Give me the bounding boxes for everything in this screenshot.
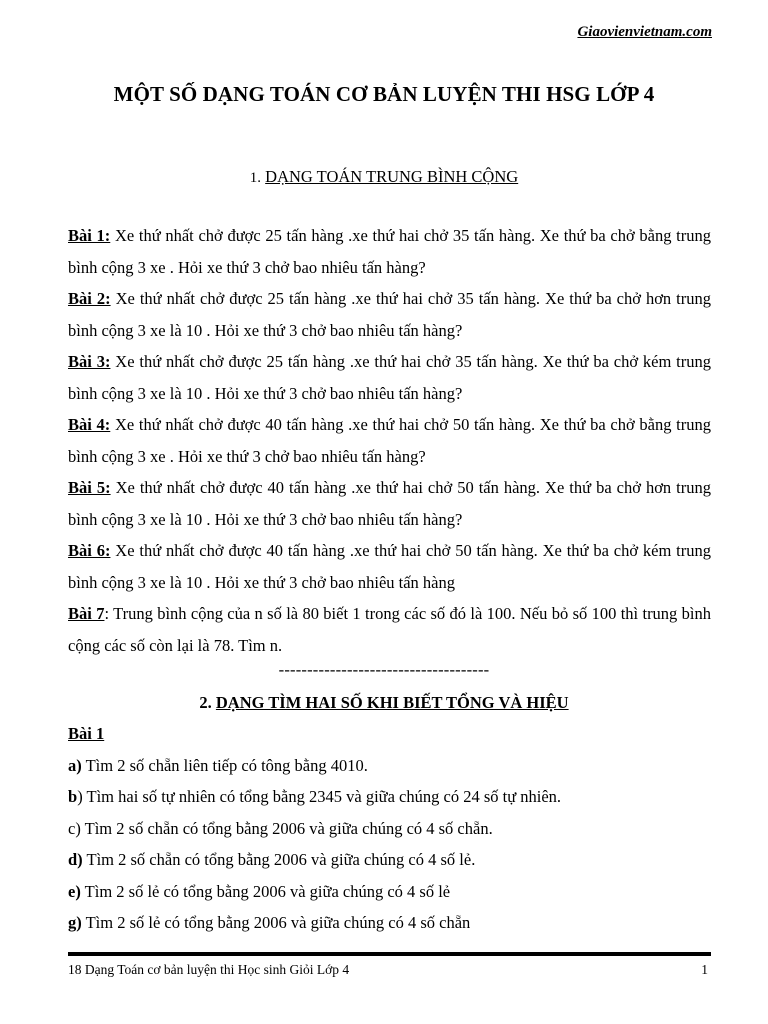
problem-text: Xe thứ nhất chở được 40 tấn hàng .xe thứ hai chở 50 tấn hàng. Xe thứ ba chở hơn trung bình cộng 3 xe là 10 . Hỏi xe thứ 3 chở bao nhiêu tấn hàng? xyxy=(68,478,711,529)
problem-text: Xe thứ nhất chở được 40 tấn hàng .xe thứ hai chở 50 tấn hàng. Xe thứ ba chở bằng trung bình cộng 3 xe . Hỏi xe thứ 3 chở bao nhiêu tấn hàng? xyxy=(68,415,711,466)
problem-label: Bài 5: xyxy=(68,478,111,497)
page-number: 1 xyxy=(701,962,708,977)
exercise-item-a xyxy=(68,750,711,782)
problem-text: Xe thứ nhất chở được 40 tấn hàng .xe thứ hai chở 50 tấn hàng. Xe thứ ba chở kém trung bình cộng 3 xe là 10 . Hỏi xe thứ 3 chở bao nhiêu tấn hàng xyxy=(68,541,712,592)
problem-text: Xe thứ nhất chở được 25 tấn hàng .xe thứ hai chở 35 tấn hàng. Xe thứ ba chở bằng trung bình cộng 3 xe . Hỏi xe thứ 3 chở bao nhiêu tấn hàng? xyxy=(68,226,711,277)
section-1-title: DẠNG TOÁN TRUNG BÌNH CỘNG xyxy=(265,167,519,186)
site-header-link[interactable]: Giaovienvietnam.com xyxy=(577,24,712,40)
section-1-problems xyxy=(68,220,711,661)
problem-7 xyxy=(68,598,711,661)
item-text: Tìm 2 số lẻ có tổng bằng 2006 và giữa chúng có 4 số chẵn xyxy=(81,913,471,932)
item-label: a) xyxy=(68,755,82,775)
problem-text: : Trung bình cộng của n số là 80 biết 1 trong các số đó là 100. Nếu bỏ số 100 thì trung bình cộng các số còn lại là 78. Tìm n. xyxy=(68,604,711,655)
problem-4 xyxy=(68,409,711,472)
section-divider: ------------------------------------- xyxy=(278,660,490,679)
problem-text: Xe thứ nhất chở được 25 tấn hàng .xe thứ hai chở 35 tấn hàng. Xe thứ ba chở hơn trung bình cộng 3 xe là 10 . Hỏi xe thứ 3 chở bao nhiêu tấn hàng? xyxy=(68,289,711,340)
item-label: g) xyxy=(68,913,82,932)
problem-label: Bài 2: xyxy=(68,289,111,308)
exercise-title: Bài 1 xyxy=(68,724,105,743)
footer-rule xyxy=(68,952,711,956)
exercise-item-g xyxy=(68,907,711,939)
item-text: Tìm 2 số lẻ có tổng bằng 2006 và giữa chúng có 4 số lẻ xyxy=(80,881,451,901)
section-1-number: 1. xyxy=(249,170,262,186)
item-text: Tìm 2 số chẵn có tổng bằng 2006 và giữa chúng có 4 số lẻ. xyxy=(82,850,476,869)
problem-label: Bài 6: xyxy=(68,541,111,560)
problem-3 xyxy=(68,346,711,409)
problem-1 xyxy=(68,220,711,283)
item-text: ) Tìm hai số tự nhiên có tổng bằng 2345 và giữa chúng có 24 số tự nhiên. xyxy=(77,787,562,806)
section-2-number: 2. xyxy=(199,693,212,712)
section-2-title: DẠNG TÌM HAI SỐ KHI BIẾT TỔNG VÀ HIỆU xyxy=(215,693,569,712)
problem-label: Bài 7 xyxy=(68,604,105,623)
problem-label: Bài 3: xyxy=(68,352,111,371)
item-text: c) Tìm 2 số chẵn có tổng bằng 2006 và giữa chúng có 4 số chẵn. xyxy=(68,818,493,838)
problem-2 xyxy=(68,283,711,346)
problem-6 xyxy=(68,535,711,598)
exercise-item-c xyxy=(68,813,711,845)
problem-label: Bài 4: xyxy=(68,415,111,434)
item-label: e) xyxy=(68,881,81,901)
problem-5 xyxy=(68,472,711,535)
problem-text: Xe thứ nhất chở được 25 tấn hàng .xe thứ hai chở 35 tấn hàng. Xe thứ ba chở kém trung bình cộng 3 xe là 10 . Hỏi xe thứ 3 chở bao nhiêu tấn hàng? xyxy=(68,352,712,403)
section-2-heading xyxy=(0,693,768,713)
footer-text: 18 Dạng Toán cơ bản luyện thi Học sinh Giỏi Lớp 4 xyxy=(68,962,350,977)
item-label: d) xyxy=(68,850,83,869)
exercise-item-b xyxy=(68,781,711,813)
item-label: b xyxy=(68,787,78,806)
problem-label: Bài 1: xyxy=(68,226,111,245)
exercise-item-d xyxy=(68,844,711,876)
section-2-problems xyxy=(68,718,711,939)
document-title: MỘT SỐ DẠNG TOÁN CƠ BẢN LUYỆN THI HSG LỚP 4 xyxy=(113,82,655,106)
exercise-item-e xyxy=(68,876,711,908)
section-1-heading xyxy=(0,167,768,187)
item-text: Tìm 2 số chẵn liên tiếp có tông bằng 4010. xyxy=(81,755,368,775)
